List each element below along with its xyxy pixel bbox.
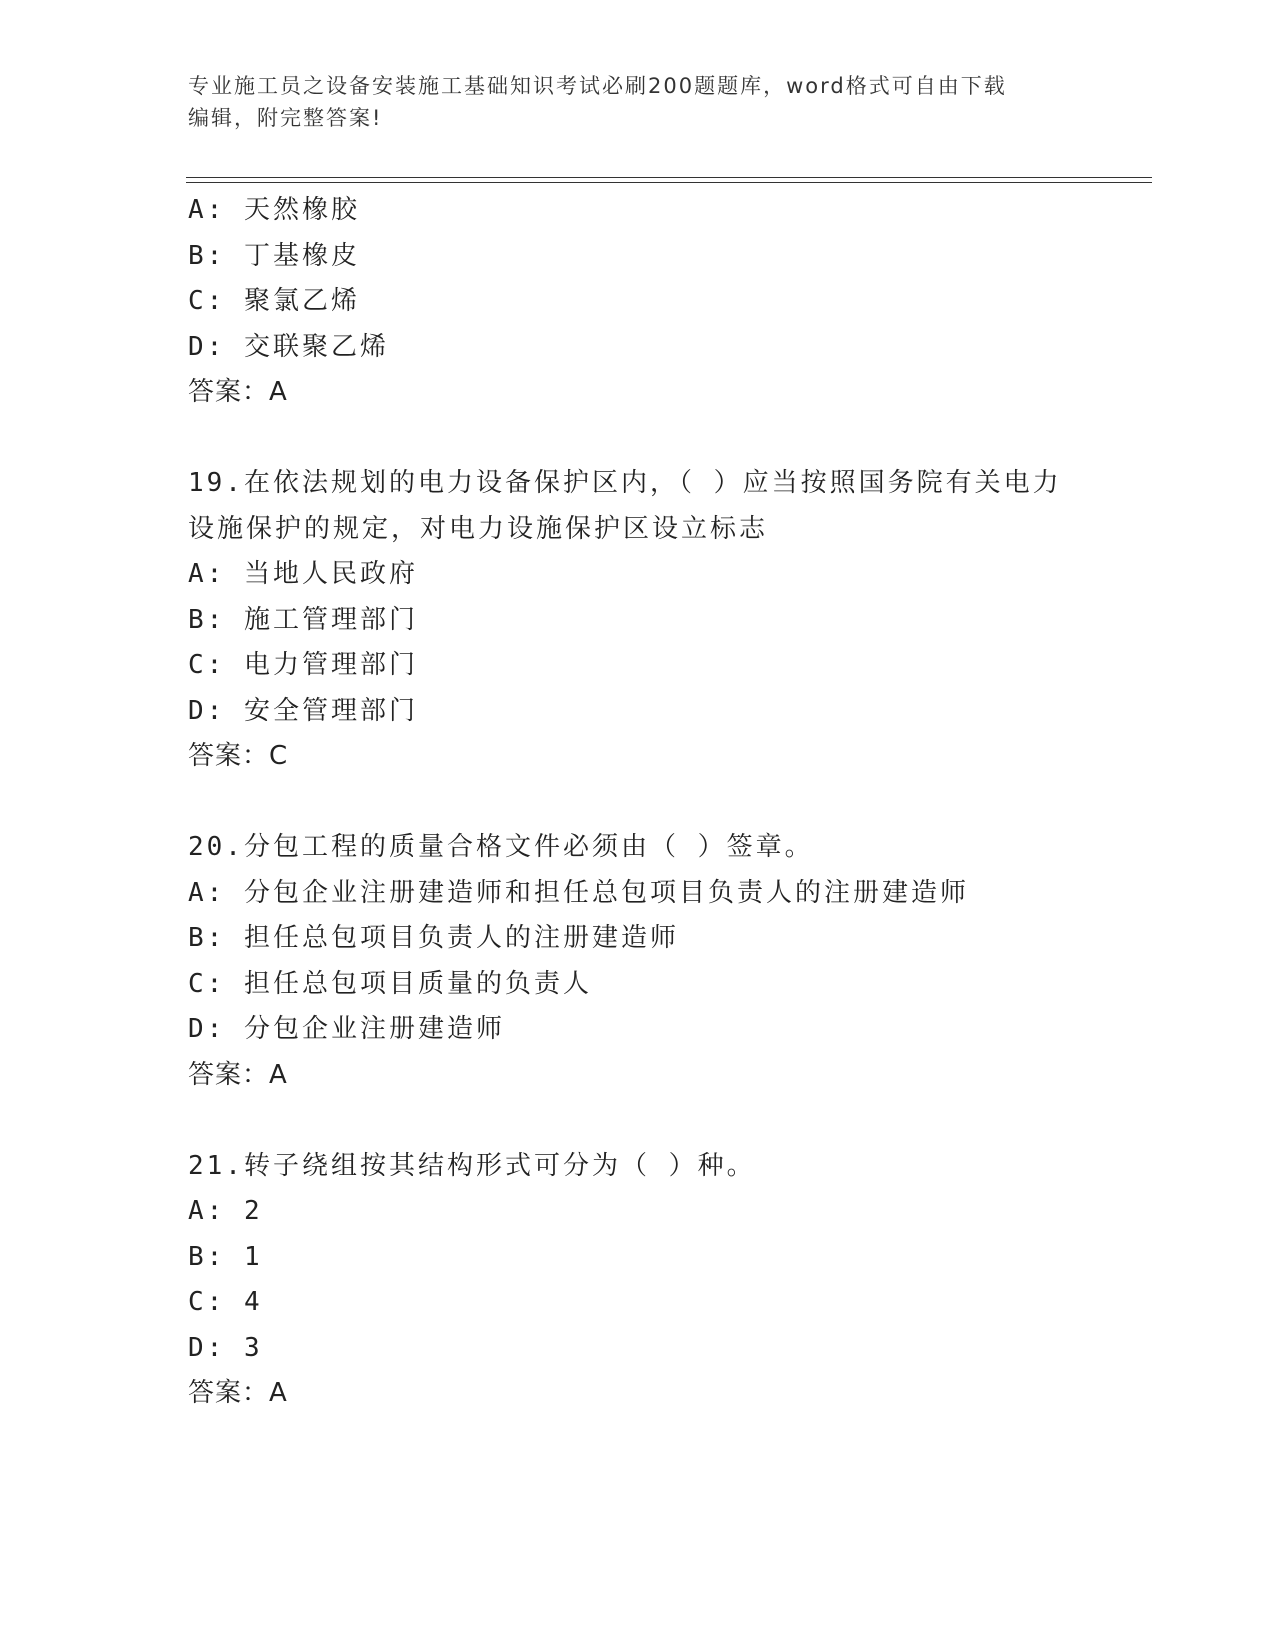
question-19 bbox=[188, 461, 1088, 780]
spacer bbox=[188, 780, 1088, 826]
question-18-tail bbox=[188, 188, 1088, 416]
answer: 答案：A bbox=[188, 1378, 288, 1408]
option-d: D: 3 bbox=[188, 1332, 263, 1363]
option-b: B: 施工管理部门 bbox=[188, 604, 418, 635]
option-b: B: 丁基橡皮 bbox=[188, 240, 360, 271]
option-c: C: 4 bbox=[188, 1287, 263, 1317]
spacer bbox=[188, 1098, 1088, 1144]
option-a: A: 当地人民政府 bbox=[188, 559, 418, 589]
question-20 bbox=[188, 825, 1088, 1098]
question-text-line-1: 19.在依法规划的电力设备保护区内，（ ）应当按照国务院有关电力 bbox=[188, 468, 1062, 498]
header-divider-bottom bbox=[186, 182, 1152, 183]
answer: 答案：A bbox=[188, 1059, 288, 1090]
option-a: A: 2 bbox=[188, 1196, 263, 1226]
question-text: 21.转子绕组按其结构形式可分为（ ）种。 bbox=[188, 1150, 756, 1181]
option-b: B: 1 bbox=[188, 1241, 263, 1272]
option-a: A: 天然橡胶 bbox=[188, 195, 360, 225]
option-d: D: 分包企业注册建造师 bbox=[188, 1014, 505, 1044]
header-divider-top bbox=[186, 177, 1152, 178]
option-a: A: 分包企业注册建造师和担任总包项目负责人的注册建造师 bbox=[188, 877, 969, 908]
option-c: C: 聚氯乙烯 bbox=[188, 286, 360, 316]
question-text-line-2: 设施保护的规定，对电力设施保护区设立标志 bbox=[188, 513, 769, 544]
answer: 答案：C bbox=[188, 741, 289, 771]
question-21 bbox=[188, 1144, 1088, 1417]
header-line-2: 编辑，附完整答案! bbox=[188, 106, 383, 130]
option-c: C: 担任总包项目质量的负责人 bbox=[188, 968, 592, 999]
document-header bbox=[188, 70, 1068, 134]
question-list bbox=[188, 188, 1088, 1417]
option-b: B: 担任总包项目负责人的注册建造师 bbox=[188, 923, 679, 953]
header-line-1: 专业施工员之设备安装施工基础知识考试必刷200题题库，word格式可自由下载 bbox=[188, 74, 1007, 98]
spacer bbox=[188, 416, 1088, 462]
option-c: C: 电力管理部门 bbox=[188, 650, 418, 680]
answer: 答案：A bbox=[188, 377, 288, 407]
option-d: D: 交联聚乙烯 bbox=[188, 331, 389, 362]
question-text: 20.分包工程的质量合格文件必须由（ ）签章。 bbox=[188, 832, 814, 862]
option-d: D: 安全管理部门 bbox=[188, 695, 418, 726]
